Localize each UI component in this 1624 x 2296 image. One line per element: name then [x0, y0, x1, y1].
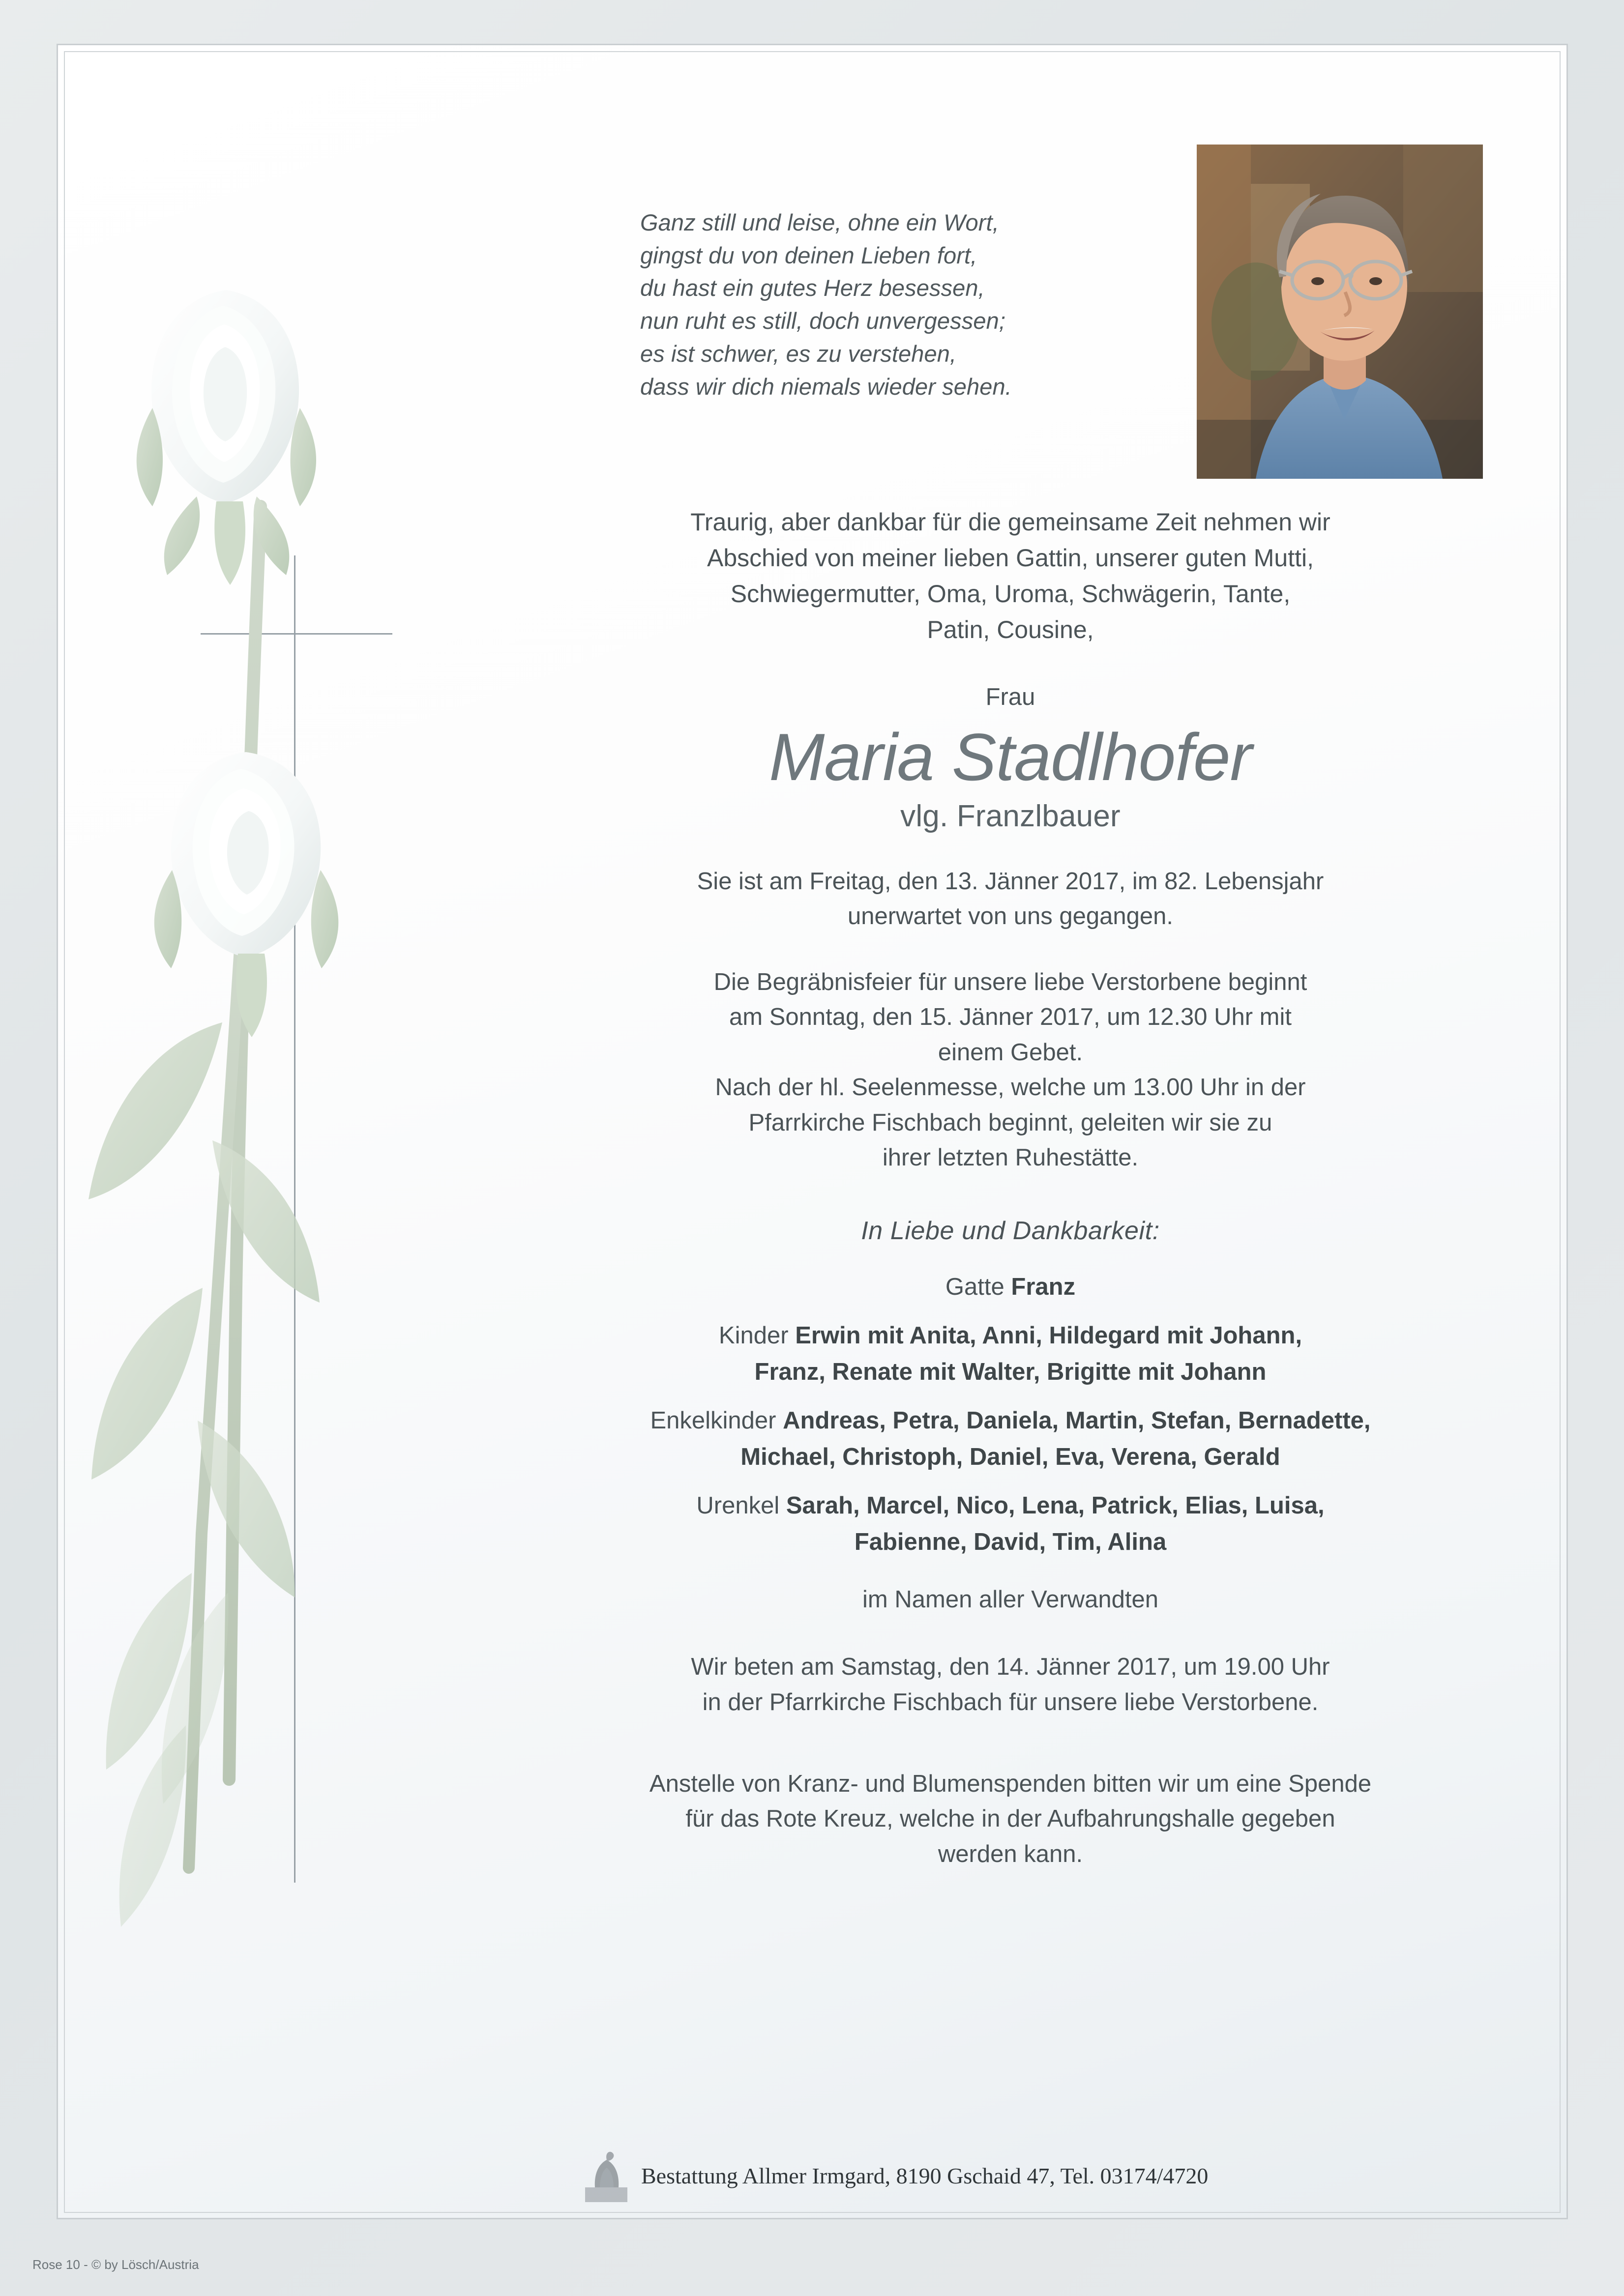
family-group-kinder	[531, 1318, 1490, 1390]
undertaker-text: Bestattung Allmer Irmgard, 8190 Gschaid 47, Tel. 03174/4720	[641, 2163, 1209, 2188]
family-group-label: Kinder	[718, 1322, 796, 1349]
family-group-label: Urenkel	[696, 1492, 786, 1519]
poem-line: Ganz still und leise, ohne ein Wort,	[640, 209, 999, 235]
family-group-names: Sarah, Marcel, Nico, Lena, Patrick, Elias, Luisa,	[786, 1492, 1325, 1519]
poem-line: gingst du von deinen Lieben fort,	[640, 242, 977, 268]
memorial-poem	[640, 206, 1181, 403]
deceased-name: Maria Stadlhofer	[769, 720, 1252, 795]
family-closing: im Namen aller Verwandten	[862, 1586, 1158, 1613]
undertaker-logo-icon	[585, 2149, 627, 2202]
funeral-details	[531, 965, 1490, 1176]
design-credit: Rose 10 - © by Lösch/Austria	[32, 2257, 199, 2272]
family-group-gatte	[531, 1269, 1490, 1306]
donation-line: werden kann.	[938, 1840, 1083, 1867]
funeral-line: ihrer letzten Ruhestätte.	[882, 1144, 1139, 1171]
family-group-names: Franz, Renate mit Walter, Brigitte mit Johann	[754, 1358, 1267, 1385]
family-group-enkelkinder	[531, 1403, 1490, 1475]
intro-line: Schwiegermutter, Oma, Uroma, Schwägerin, Tante,	[730, 580, 1291, 608]
funeral-line: Pfarrkirche Fischbach beginnt, geleiten wir sie zu	[748, 1109, 1272, 1136]
donation-line: Anstelle von Kranz- und Blumenspenden bitten wir um eine Spende	[649, 1770, 1372, 1797]
prayer-line: Wir beten am Samstag, den 14. Jänner 2017, um 19.00 Uhr	[691, 1654, 1330, 1681]
deceased-nickname: vlg. Franzlbauer	[900, 799, 1121, 833]
prayer-line: in der Pfarrkirche Fischbach für unsere liebe Verstorbene.	[702, 1689, 1319, 1715]
card-text-content	[531, 206, 1490, 1872]
undertaker-footer	[585, 2149, 1480, 2202]
funeral-line: Nach der hl. Seelenmesse, welche um 13.00 Uhr in der	[715, 1074, 1306, 1101]
family-list	[531, 1269, 1490, 1561]
death-notice	[531, 864, 1490, 934]
family-group-label: Gatte	[945, 1273, 1011, 1300]
funeral-line: Die Begräbnisfeier für unsere liebe Verstorbene beginnt	[713, 968, 1307, 995]
family-group-urenkel	[531, 1488, 1490, 1560]
donation-notice	[531, 1767, 1490, 1872]
family-group-names: Andreas, Petra, Daniela, Martin, Stefan, Bernadette,	[783, 1407, 1371, 1434]
family-heading: In Liebe und Dankbarkeit:	[861, 1216, 1160, 1245]
family-group-names: Franz	[1011, 1273, 1076, 1300]
funeral-line: am Sonntag, den 15. Jänner 2017, um 12.30 Uhr mit	[729, 1004, 1292, 1031]
intro-line: Patin, Cousine,	[927, 616, 1094, 644]
intro-paragraph	[531, 504, 1490, 648]
prayer-notice	[531, 1650, 1490, 1720]
poem-line: es ist schwer, es zu verstehen,	[640, 340, 957, 367]
funeral-line: einem Gebet.	[938, 1039, 1083, 1066]
family-group-names: Fabienne, David, Tim, Alina	[854, 1528, 1167, 1555]
intro-line: Abschied von meiner lieben Gattin, unserer guten Mutti,	[707, 544, 1314, 572]
intro-line: Traurig, aber dankbar für die gemeinsame Zeit nehmen wir	[690, 508, 1330, 536]
salutation: Frau	[985, 684, 1035, 711]
poem-line: nun ruht es still, doch unvergessen;	[640, 308, 1005, 334]
death-notice-line: Sie ist am Freitag, den 13. Jänner 2017, im 82. Lebensjahr	[697, 868, 1324, 895]
family-group-names: Michael, Christoph, Daniel, Eva, Verena, Gerald	[740, 1443, 1280, 1470]
poem-line: du hast ein gutes Herz besessen,	[640, 275, 985, 301]
poem-line: dass wir dich niemals wieder sehen.	[640, 373, 1012, 400]
family-group-names: Erwin mit Anita, Anni, Hildegard mit Johann,	[795, 1322, 1302, 1349]
family-group-label: Enkelkinder	[650, 1407, 783, 1434]
death-notice-line: unerwartet von uns gegangen.	[848, 903, 1173, 930]
donation-line: für das Rote Kreuz, welche in der Aufbahrungshalle gegeben	[685, 1805, 1335, 1832]
